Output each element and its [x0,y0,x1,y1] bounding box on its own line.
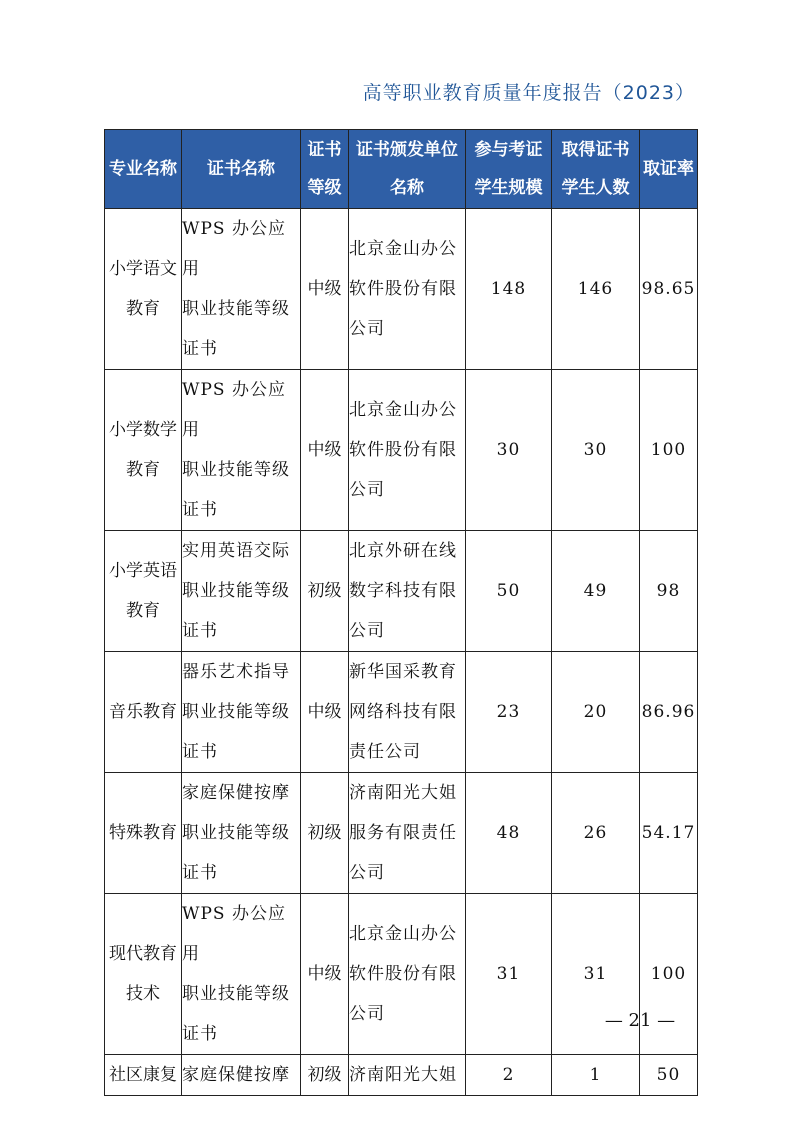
cell-line: 小学英语 [109,561,177,581]
header-line: 取得证书 [561,140,630,160]
obtained-cell: 30 [552,370,640,531]
rate-cell: 54.17 [640,773,698,894]
table-row [105,773,698,894]
cell-line: 家庭保健按摩 [182,1065,290,1085]
cell-line: 职业技能等级 [182,823,290,843]
major-cell [105,894,182,1055]
cell-line: 小学语文 [109,259,177,279]
header-cert-level [301,130,349,209]
cell-line: 公司 [349,319,385,339]
cell-line: 济南阳光大姐 [349,1065,457,1085]
issuer-cell [349,209,466,370]
cell-line: 责任公司 [349,742,421,762]
cell-line: 公司 [349,480,385,500]
cell-line: 证书 [182,500,218,520]
applicants-cell: 50 [466,531,552,652]
cell-line: 证书 [182,863,218,883]
cert-name-cell [182,652,301,773]
cell-line: 社区康复 [109,1065,177,1085]
applicants-cell: 31 [466,894,552,1055]
header-cert-name: 证书名称 [182,130,301,209]
cell-line: 新华国采教育 [349,662,457,682]
cell-line: 实用英语交际 [182,541,290,561]
obtained-cell: 49 [552,531,640,652]
cell-line: 证书 [182,742,218,762]
cell-line: WPS 办公应用 [182,380,286,440]
applicants-cell: 2 [466,1055,552,1096]
cell-line: 公司 [349,863,385,883]
cert-name-cell [182,531,301,652]
cell-line: 特殊教育 [109,823,177,843]
rate-cell: 86.96 [640,652,698,773]
certificate-table [104,129,698,1096]
cert-name-cell [182,209,301,370]
cell-line: 北京金山办公 [349,924,457,944]
cert-name-cell [182,773,301,894]
applicants-cell: 148 [466,209,552,370]
cell-line: 软件股份有限 [349,440,457,460]
rate-cell: 50 [640,1055,698,1096]
issuer-cell [349,773,466,894]
cert-level-cell: 初级 [301,531,349,652]
cell-line: 职业技能等级 [182,299,290,319]
obtained-cell: 26 [552,773,640,894]
applicants-cell: 48 [466,773,552,894]
cell-line: 器乐艺术指导 [182,662,290,682]
cell-line: 公司 [349,1004,385,1024]
cert-level-cell: 初级 [301,1055,349,1096]
cert-name-cell [182,894,301,1055]
obtained-cell: 31 [552,894,640,1055]
header-major: 专业名称 [105,130,182,209]
cell-line: WPS 办公应用 [182,219,286,279]
rate-cell: 98 [640,531,698,652]
cert-level-cell: 中级 [301,894,349,1055]
cell-line: 公司 [349,621,385,641]
major-cell [105,209,182,370]
issuer-cell [349,1055,466,1096]
header-line: 证书颁发单位 [356,140,458,160]
major-cell [105,1055,182,1096]
cell-line: 北京外研在线 [349,541,457,561]
cell-line: 职业技能等级 [182,581,290,601]
header-line: 参与考证 [474,140,543,160]
cell-line: 北京金山办公 [349,400,457,420]
report-title: 高等职业教育质量年度报告（2023） [362,82,695,104]
table-row [105,531,698,652]
cell-line: 职业技能等级 [182,702,290,722]
issuer-cell [349,370,466,531]
header-obtained [552,130,640,209]
issuer-cell [349,652,466,773]
table-row [105,209,698,370]
applicants-cell: 23 [466,652,552,773]
rate-cell: 98.65 [640,209,698,370]
issuer-cell [349,894,466,1055]
major-cell [105,773,182,894]
cell-line: 济南阳光大姐 [349,783,457,803]
rate-cell: 100 [640,894,698,1055]
cell-line: 家庭保健按摩 [182,783,290,803]
cell-line: 网络科技有限 [349,702,457,722]
header-line: 证书 [307,140,342,160]
cert-name-cell [182,1055,301,1096]
cell-line: 软件股份有限 [349,964,457,984]
table-row [105,1055,698,1096]
applicants-cell: 30 [466,370,552,531]
cell-line: 教育 [126,601,160,621]
header-line: 学生规模 [474,178,543,198]
cert-level-cell: 中级 [301,652,349,773]
cell-line: WPS 办公应用 [182,904,286,964]
cert-name-cell [182,370,301,531]
cell-line: 数字科技有限 [349,581,457,601]
obtained-cell: 146 [552,209,640,370]
obtained-cell: 20 [552,652,640,773]
cell-line: 证书 [182,339,218,359]
cell-line: 音乐教育 [109,702,177,722]
header-line: 等级 [307,178,342,198]
cell-line: 证书 [182,1024,218,1044]
cell-line: 现代教育 [109,944,177,964]
cert-level-cell: 中级 [301,370,349,531]
major-cell [105,652,182,773]
cell-line: 服务有限责任 [349,823,457,843]
cell-line: 职业技能等级 [182,984,290,1004]
major-cell [105,531,182,652]
header-issuer [349,130,466,209]
table-header-row [105,130,698,209]
cell-line: 小学数学 [109,420,177,440]
header-rate: 取证率 [640,130,698,209]
cell-line: 软件股份有限 [349,279,457,299]
table-row [105,370,698,531]
page-number: — 21 — [604,1010,676,1031]
cert-level-cell: 初级 [301,773,349,894]
header-applicants [466,130,552,209]
rate-cell: 100 [640,370,698,531]
issuer-cell [349,531,466,652]
cell-line: 北京金山办公 [349,239,457,259]
obtained-cell: 1 [552,1055,640,1096]
cell-line: 教育 [126,299,160,319]
header-line: 名称 [390,178,424,198]
cell-line: 教育 [126,460,160,480]
table-body [105,209,698,1096]
major-cell [105,370,182,531]
cell-line: 证书 [182,621,218,641]
cell-line: 职业技能等级 [182,460,290,480]
table-row [105,652,698,773]
header-line: 学生人数 [561,178,630,198]
cell-line: 技术 [126,984,160,1004]
cert-level-cell: 中级 [301,209,349,370]
